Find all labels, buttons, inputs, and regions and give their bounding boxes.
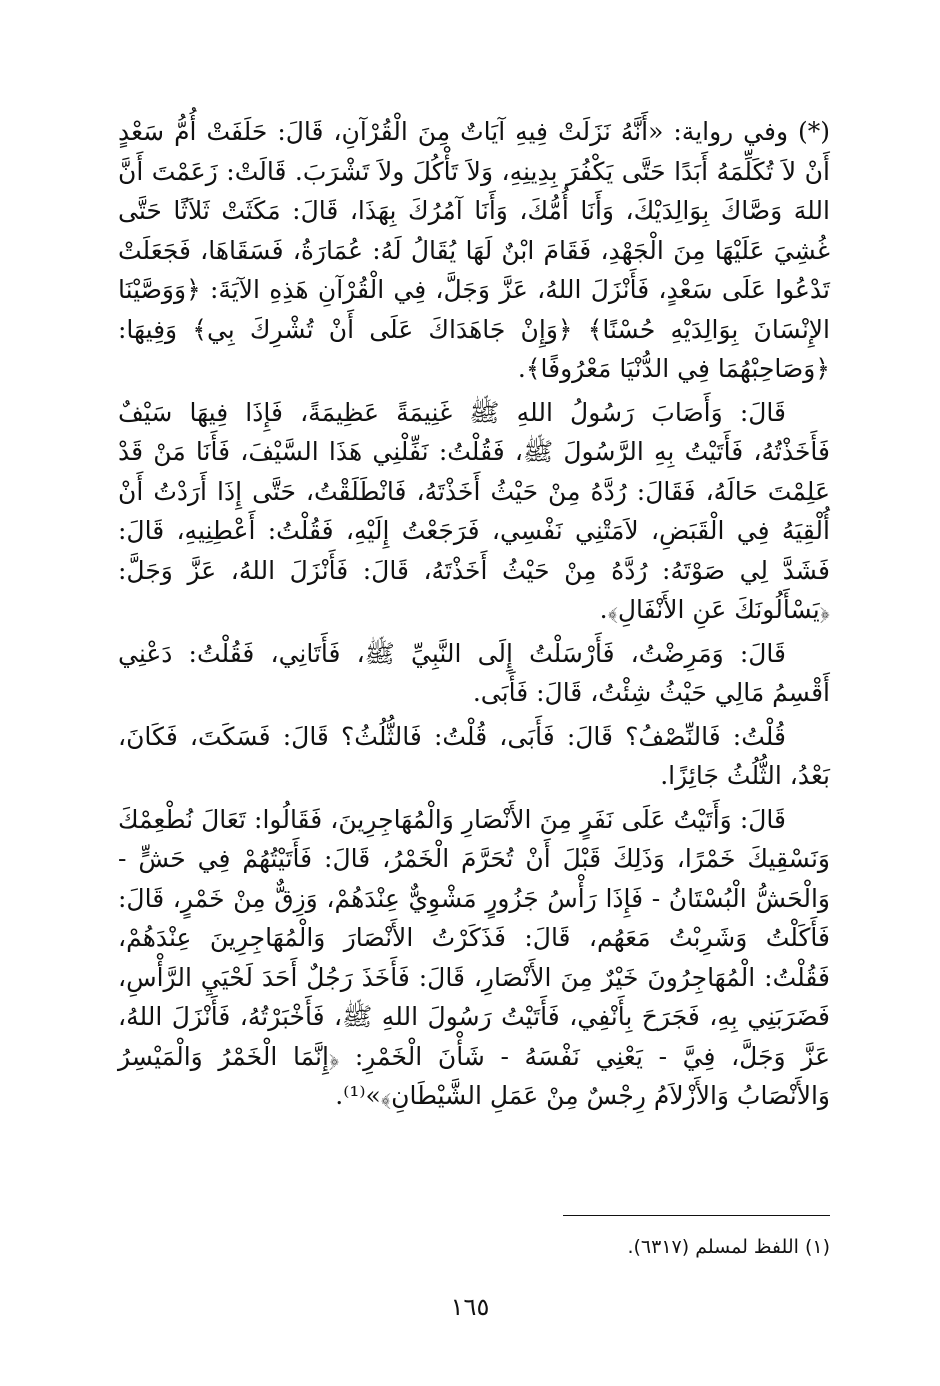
paragraph-riwaya: (*) وفي رواية: «أَنَّهُ نَزَلَتْ فِيهِ آيَاتٌ مِنَ الْقُرْآنِ، قَالَ: حَلَفَتْ أُمُّ سَعْدٍ أَنْ لاَ تُكَلِّمَهُ أَبَدًا حَتَّى يَكْفُرَ بِدِينِهِ، وَلاَ تَأْكُلَ ولاَ تَشْرَبَ. قَالَتْ: زَعَمْتَ أَنَّ اللهَ وَصَّاكَ بِوَالِدَيْكَ، وَأَنَا أُمُّكَ، وَأَنَا آمُرُكَ بِهَذَا، قَالَ: مَكَثَتْ ثَلاَثًا حَتَّى غُشِيَ عَلَيْهَا مِنَ الْجَهْدِ، فَقَامَ ابْنٌ لَهَا يُقَالُ لَهُ: عُمَارَةُ، فَسَقَاهَا، فَجَعَلَتْ تَدْعُوا عَلَى سَعْدٍ، فَأَنْزَلَ اللهُ، عَزَّ وَجَلَّ، فِي الْقُرْآنِ هَذِهِ الآيَةَ: ﴿وَوَصَّيْنَا الإِنْسَانَ بِوَالِدَيْهِ حُسْنًا﴾ ﴿وَإِنْ جَاهَدَاكَ عَلَى أَنْ تُشْرِكَ بِي﴾ وَفِيهَا: ﴿وَصَاحِبْهُمَا فِي الدُّنْيَا مَعْرُوفًا﴾. bbox=[118, 117, 830, 383]
paragraph-sword: قَالَ: وَأَصَابَ رَسُولُ اللهِ ﷺ غَنِيمَةً عَظِيمَةً، فَإِذَا فِيهَا سَيْفٌ فَأَخَذْتُهُ، فَأَتَيْتُ بِهِ الرَّسُولَ ﷺ، فَقُلْتُ: نَفِّلْنِي هَذَا السَّيْفَ، فَأَنَا مَنْ قَدْ عَلِمْتَ حَالَهُ، فَقَالَ: رُدَّهُ مِنْ حَيْثُ أَخَذْتَهُ، فَانْطَلَقْتُ، حَتَّى إِذَا أَرَدْتُ أَنْ أُلْقِيَهُ فِي الْقَبَضِ، لاَمَتْنِي نَفْسِي، فَرَجَعْتُ إِلَيْهِ، فَقُلْتُ: أَعْطِنِيهِ، قَالَ: فَشَدَّ لِي صَوْتَهُ: رُدَّهُ مِنْ حَيْثُ أَخَذْتَهُ، قَالَ: فَأَنْزَلَ اللهُ، عَزَّ وَجَلَّ: ﴿يَسْأَلُونَكَ عَنِ الأَنْفَالِ﴾. bbox=[118, 397, 830, 624]
paragraph-wine: قَالَ: وَأَتَيْتُ عَلَى نَفَرٍ مِنَ الأَنْصَارِ وَالْمُهَاجِرِينَ، فَقَالُوا: تَعَالَ نُطْعِمْكَ وَنَسْقِيكَ خَمْرًا، وَذَلِكَ قَبْلَ أَنْ تُحَرَّمَ الْخَمْرُ، قَالَ: فَأَتَيْتُهُمْ فِي حَشٍّ - وَالْحَشُّ الْبُسْتَانُ - فَإِذَا رَأْسُ جَزُورٍ مَشْوِيٌّ عِنْدَهُمْ، وَزِقٌّ مِنْ خَمْرٍ، قَالَ: فَأَكَلْتُ وَشَرِبْتُ مَعَهُم، قَالَ: فَذَكَرْتُ الأَنْصَارَ وَالْمُهَاجِرِينَ عِنْدَهُمْ، فَقُلْتُ: الْمُهَاجِرُونَ خَيْرٌ مِنَ الأَنْصَارِ، قَالَ: فَأَخَذَ رَجُلٌ أَحَدَ لَحْيَيِ الرَّأْسِ، فَضَرَبَنِي بِهِ، فَجَرَحَ بِأَنْفِي، فَأَتَيْتُ رَسُولَ اللهِ ﷺ، فَأَخْبَرْتُهُ، فَأَنْزَلَ اللهُ، عَزَّ وَجَلَّ، فِيَّ - يَعْنِي نَفْسَهُ - شَأْنَ الْخَمْرِ: ﴿إِنَّمَا الْخَمْرُ وَالْمَيْسِرُ وَالأَنْصَابُ وَالأَزْلاَمُ رِجْسٌ مِنْ عَمَلِ الشَّيْطَانِ﴾»⁽¹⁾. bbox=[118, 804, 830, 1110]
footnote: (١) اللفظ لمسلم (٦٣١٧). bbox=[627, 1236, 830, 1258]
footnote-divider bbox=[563, 1215, 830, 1216]
page-number: ١٦٥ bbox=[450, 1293, 490, 1321]
main-text bbox=[118, 112, 830, 1116]
paragraph-third: قُلْتُ: فَالنِّصْفُ؟ قَالَ: فَأَبَى، قُلْتُ: فَالثُّلُثُ؟ قَالَ: فَسَكَتَ، فَكَانَ، بَعْدُ، الثُّلُثُ جَائِزًا. bbox=[118, 721, 830, 790]
paragraph-illness: قَالَ: وَمَرِضْتُ، فَأَرْسَلْتُ إِلَى النَّبِيِّ ﷺ، فَأَتَانِي، فَقُلْتُ: دَعْنِي أَقْسِمُ مَالِي حَيْثُ شِئْتُ، قَالَ: فَأَبَى. bbox=[118, 638, 830, 707]
